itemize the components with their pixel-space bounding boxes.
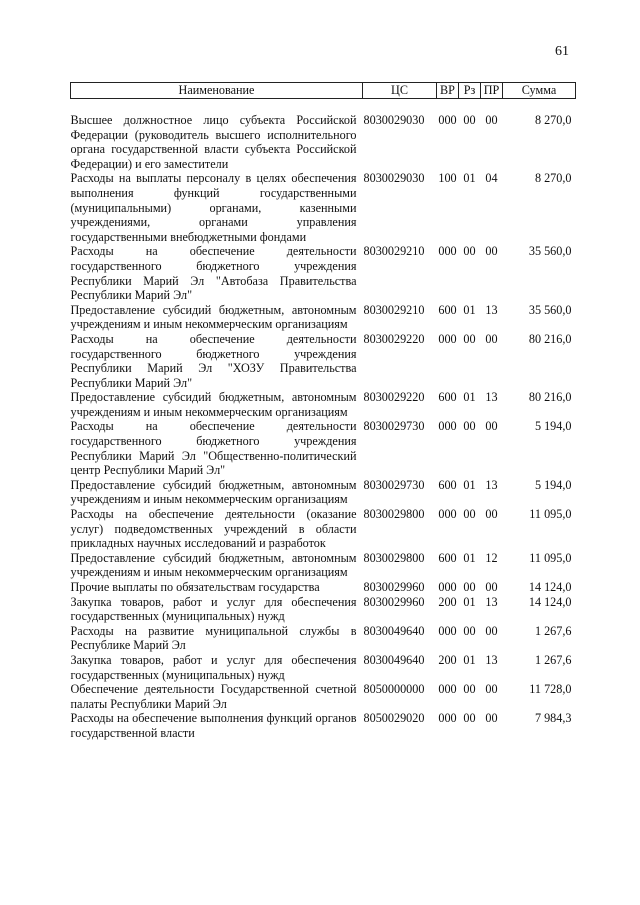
cell-vr: 200 (438, 652, 457, 667)
page-number: 61 (555, 44, 569, 59)
table-row (71, 595, 576, 624)
cell-vr: 000 (438, 419, 457, 434)
cell-rz: 01 (463, 550, 476, 565)
cell-name: Расходы на обеспечение деятельности государственного бюджетного учреждения Республики Марий Эл "Автобаза Правительства Республики Марий Эл" (70, 244, 357, 303)
cell-name: Расходы на обеспечение деятельности (оказание услуг) подведомственных учреждений в области прикладных научных исследований и разработок (70, 507, 357, 551)
column-header-cs: ЦС (363, 83, 437, 99)
cell-pr: 00 (485, 113, 498, 127)
cell-cs: 8030049640 (363, 623, 425, 638)
cell-name: Расходы на обеспечение деятельности государственного бюджетного учреждения Республики Марий Эл "ХОЗУ Правительства Республики Марий Эл" (70, 331, 357, 390)
cell-pr: 13 (485, 652, 498, 667)
cell-vr: 000 (438, 682, 457, 697)
cell-vr: 000 (438, 113, 457, 127)
cell-vr: 600 (438, 390, 457, 405)
cell-cs: 8030029800 (363, 507, 425, 522)
cell-sum: 35 560,0 (528, 302, 572, 317)
table-row (71, 653, 576, 682)
table-row (71, 682, 576, 711)
column-header-rz: Рз (459, 83, 481, 99)
table-body (71, 99, 576, 741)
cell-sum: 7 984,3 (534, 711, 572, 726)
cell-sum: 14 124,0 (528, 594, 572, 609)
cell-vr: 000 (438, 623, 457, 638)
cell-name: Расходы на развитие муниципальной службы в Республике Марий Эл (70, 623, 357, 653)
cell-name: Расходы на выплаты персоналу в целях обеспечения выполнения функций государственными (муниципальными) органами, казенными учреждениями, органами управления государственными внебюджетными фондами (70, 171, 357, 244)
column-header-pr: ПР (481, 83, 503, 99)
cell-pr: 13 (485, 390, 498, 405)
cell-cs: 8030029210 (363, 302, 425, 317)
cell-sum: 8 270,0 (534, 171, 572, 186)
cell-cs: 8030029210 (363, 244, 425, 259)
header-spacer (71, 99, 576, 114)
cell-sum: 11 728,0 (529, 682, 572, 697)
cell-rz: 01 (463, 302, 476, 317)
cell-vr: 000 (438, 331, 457, 346)
cell-cs: 8030049640 (363, 652, 425, 667)
table-row (71, 419, 576, 477)
cell-pr: 12 (485, 550, 498, 565)
cell-sum: 80 216,0 (528, 390, 572, 405)
cell-vr: 000 (438, 507, 457, 522)
cell-rz: 01 (463, 594, 476, 609)
cell-name: Расходы на обеспечение выполнения функций органов государственной власти (70, 711, 357, 740)
column-header-name: Наименование (71, 83, 363, 99)
cell-cs: 8030029960 (363, 580, 425, 594)
cell-sum: 5 194,0 (534, 419, 572, 434)
cell-cs: 8030029960 (363, 594, 425, 609)
cell-vr: 000 (438, 580, 457, 594)
table-row (71, 390, 576, 419)
cell-rz: 01 (463, 171, 476, 186)
cell-cs: 8030029730 (363, 477, 425, 492)
cell-cs: 8050029020 (363, 711, 425, 726)
cell-pr: 00 (485, 419, 498, 434)
table-row (71, 303, 576, 332)
column-header-vr: ВР (437, 83, 459, 99)
cell-cs: 8030029030 (363, 171, 425, 186)
cell-pr: 00 (485, 682, 498, 697)
table-row (71, 244, 576, 302)
cell-rz: 00 (463, 113, 476, 127)
cell-name: Обеспечение деятельности Государственной счетной палаты Республики Марий Эл (70, 682, 357, 711)
cell-pr: 00 (485, 623, 498, 638)
cell-sum: 35 560,0 (528, 244, 572, 259)
table-row (71, 580, 576, 595)
cell-pr: 00 (485, 711, 498, 726)
cell-name: Расходы на обеспечение деятельности государственного бюджетного учреждения Республики Марий Эл "Общественно-политический центр Республики Марий Эл" (70, 419, 357, 478)
cell-sum: 80 216,0 (528, 331, 572, 346)
table-header-row (71, 83, 576, 99)
cell-rz: 00 (463, 507, 476, 522)
cell-name: Предоставление субсидий бюджетным, автономным учреждениям и иным некоммерческим организациям (70, 477, 357, 507)
cell-sum: 1 267,6 (534, 623, 572, 638)
table-row (71, 171, 576, 244)
cell-cs: 8050000000 (363, 682, 425, 697)
cell-rz: 00 (463, 623, 476, 638)
cell-pr: 13 (485, 477, 498, 492)
cell-rz: 01 (463, 477, 476, 492)
cell-rz: 00 (463, 419, 476, 434)
cell-name: Предоставление субсидий бюджетным, автономным учреждениям и иным некоммерческим организациям (70, 550, 357, 580)
cell-rz: 00 (463, 331, 476, 346)
cell-vr: 000 (438, 244, 457, 259)
cell-name: Закупка товаров, работ и услуг для обеспечения государственных (муниципальных) нужд (70, 652, 357, 682)
cell-pr: 00 (485, 244, 498, 259)
cell-rz: 00 (463, 244, 476, 259)
cell-sum: 11 095,0 (529, 550, 572, 565)
cell-sum: 14 124,0 (528, 580, 572, 594)
cell-vr: 100 (438, 171, 457, 186)
cell-name: Предоставление субсидий бюджетным, автономным учреждениям и иным некоммерческим организациям (70, 390, 357, 419)
table-row (71, 624, 576, 653)
cell-rz: 01 (463, 390, 476, 405)
cell-name: Прочие выплаты по обязательствам государства (70, 580, 320, 594)
cell-pr: 00 (485, 331, 498, 346)
cell-pr: 00 (485, 580, 498, 594)
cell-cs: 8030029220 (363, 390, 425, 405)
cell-cs: 8030029220 (363, 331, 425, 346)
cell-rz: 00 (463, 711, 476, 726)
cell-rz: 00 (463, 682, 476, 697)
cell-sum: 1 267,6 (534, 652, 572, 667)
cell-sum: 8 270,0 (534, 113, 572, 127)
table-row (71, 332, 576, 390)
cell-cs: 8030029030 (363, 113, 425, 127)
cell-rz: 01 (463, 652, 476, 667)
budget-table (70, 82, 576, 741)
cell-pr: 13 (485, 594, 498, 609)
cell-vr: 200 (438, 594, 457, 609)
column-header-sum: Сумма (503, 83, 576, 99)
cell-vr: 600 (438, 302, 457, 317)
cell-pr: 04 (485, 171, 498, 186)
cell-pr: 00 (485, 507, 498, 522)
cell-pr: 13 (485, 302, 498, 317)
cell-rz: 00 (463, 580, 476, 594)
cell-cs: 8030029800 (363, 550, 425, 565)
table-row (71, 507, 576, 551)
cell-vr: 000 (438, 711, 457, 726)
cell-name: Закупка товаров, работ и услуг для обеспечения государственных (муниципальных) нужд (70, 594, 357, 624)
cell-vr: 600 (438, 477, 457, 492)
cell-vr: 600 (438, 550, 457, 565)
cell-sum: 11 095,0 (529, 507, 572, 522)
table-row (71, 113, 576, 171)
cell-name: Предоставление субсидий бюджетным, автономным учреждениям и иным некоммерческим организациям (70, 302, 357, 332)
table-row (71, 711, 576, 740)
cell-sum: 5 194,0 (534, 477, 572, 492)
cell-cs: 8030029730 (363, 419, 425, 434)
table-row (71, 551, 576, 580)
table-row (71, 478, 576, 507)
cell-name: Высшее должностное лицо субъекта Российской Федерации (руководитель высшего исполнительного органа государственной власти субъекта Российской Федерации) и его заместители (70, 113, 357, 171)
